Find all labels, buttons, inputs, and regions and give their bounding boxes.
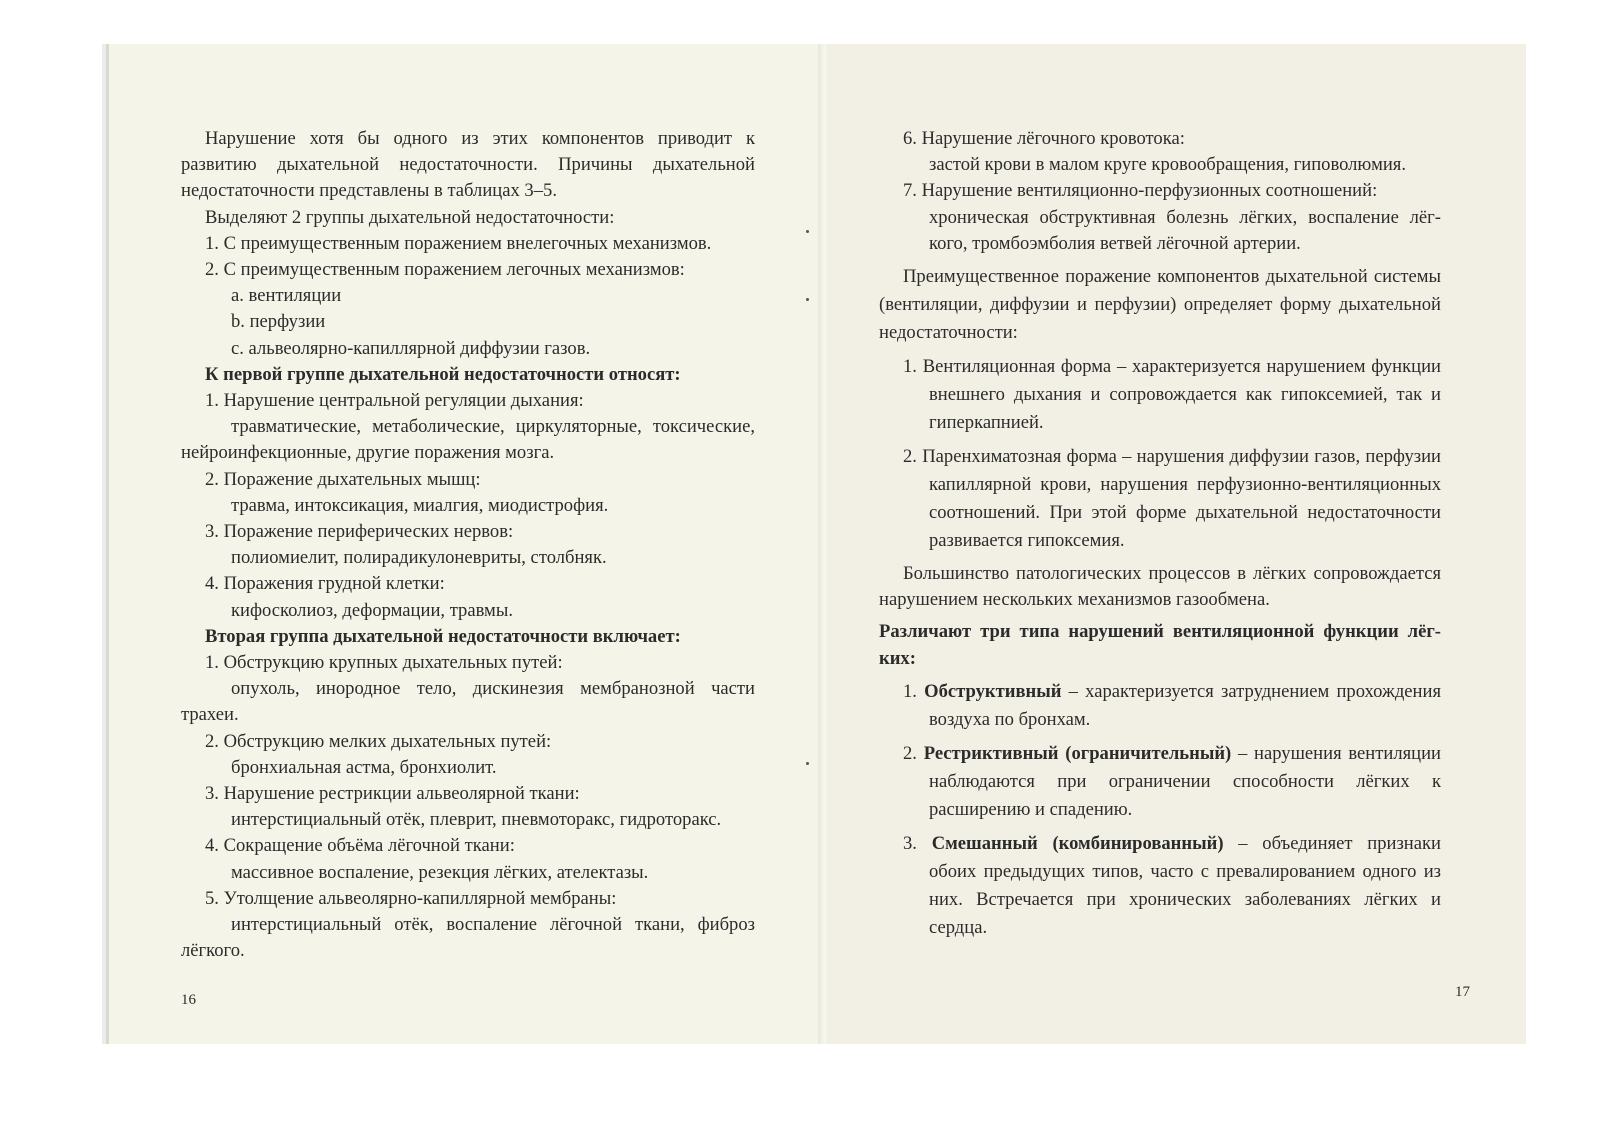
form-item [879, 443, 1441, 555]
type-name: Смешанный (комбинированный) [931, 832, 1224, 854]
section-heading: Различают три типа нарушений вентиляционной функции лёгких: [879, 621, 1441, 669]
speck [806, 230, 809, 233]
list-marker: 3. [903, 832, 917, 854]
type-item [879, 678, 1441, 734]
list-item: 7. Нарушение вентиляционно-перфузионных соотношений: [903, 180, 1378, 202]
list-item-detail: хроническая обструктивная болезнь лёгких, воспаление лёгкого, тромбоэмболия ветвей лёгочной артерии. [929, 206, 1441, 254]
page-number: 17 [1455, 984, 1470, 1000]
page-number: 16 [181, 992, 196, 1008]
list-item: 2. Обструкцию мелких дыхательных путей: [205, 730, 552, 752]
type-description: – характеризуется затруднением прохождения воздуха по бронхам. [929, 680, 1441, 730]
list-item-detail: застой крови в малом круге кровообращения, гиповолюмия. [929, 154, 1406, 176]
list-item: 3. Нарушение рестрикции альвеолярной ткани: [205, 783, 580, 805]
form-description: Паренхиматозная форма – нарушения диффузии газов, перфузии капиллярной крови, нарушения перфузионно-вентиляционных соотношений. При этой форме дыхательной недостаточности развивается гипоксемия. [922, 446, 1441, 552]
section-heading: Вторая группа дыхательной недостаточности включает: [205, 625, 681, 647]
paragraph: Нарушение хотя бы одного из этих компонентов приводит к развитию дыхательной недостаточности. Причины дыхательной недостаточности представлены в таблицах 3–5. [181, 128, 755, 202]
right-page-text [879, 126, 1441, 942]
list-item: 4. Поражения грудной клетки: [205, 573, 445, 595]
list-item-detail: интерстициальный отёк, воспаление лёгочной ткани, фиброз лёгкого. [181, 914, 755, 962]
list-marker: 2. [903, 742, 917, 764]
section-heading: К первой группе дыхательной недостаточности относят: [205, 363, 681, 385]
form-item [879, 353, 1441, 437]
list-item-detail: полиомиелит, полирадикулоневриты, столбняк. [231, 547, 607, 569]
sub-list-item: a. вентиляции [231, 285, 342, 307]
list-marker: 1. [903, 356, 917, 378]
list-item-detail: бронхиальная астма, бронхиолит. [231, 756, 497, 778]
type-name: Обструктивный [924, 680, 1062, 702]
list-item-detail: травма, интоксикация, миалгия, миодистрофия. [231, 494, 609, 516]
list-item: 2. С преимущественным поражением легочных механизмов: [205, 259, 685, 281]
list-item: 1. Обструкцию крупных дыхательных путей: [205, 652, 563, 674]
right-page [829, 44, 1526, 1044]
form-description: Вентиляционная форма – характеризуется нарушением функции внешнего дыхания и сопровождается как гипоксемией, так и гиперкапнией. [922, 356, 1441, 434]
paragraph: Большинство патологических процессов в лёгких сопровождается нарушением нескольких механизмов газообмена. [879, 563, 1441, 611]
list-item-detail: кифосколиоз, деформации, травмы. [231, 599, 513, 621]
list-item: 6. Нарушение лёгочного кровотока: [903, 128, 1185, 149]
list-marker: 1. [903, 680, 917, 702]
list-item: 5. Утолщение альвеолярно-капиллярной мембраны: [205, 887, 617, 909]
type-description: – нарушения вентиляции наблюдаются при ограничении способности лёгких к расширению и спадению. [929, 742, 1442, 820]
sub-list-item: b. перфузии [231, 311, 326, 333]
list-item-detail: интерстициальный отёк, плеврит, пневмоторакс, гидроторакс. [231, 809, 722, 831]
list-item-detail: опухоль, инородное тело, дискинезия мембранозной части трахеи. [181, 678, 755, 726]
list-marker: 2. [903, 446, 917, 468]
list-item-detail: массивное воспаление, резекция лёгких, ателектазы. [231, 861, 649, 883]
paragraph: Выделяют 2 группы дыхательной недостаточности: [205, 206, 615, 228]
speck [806, 762, 809, 765]
left-page [106, 44, 824, 1044]
type-item [879, 740, 1441, 824]
speck [806, 298, 809, 301]
list-item: 4. Сокращение объёма лёгочной ткани: [205, 835, 515, 857]
list-item: 1. С преимущественным поражением внелегочных механизмов. [205, 232, 712, 254]
left-page-text [181, 126, 755, 965]
type-item [879, 830, 1441, 942]
sub-list-item: c. альвеолярно-капиллярной диффузии газов. [231, 337, 591, 359]
paragraph: Преимущественное поражение компонентов дыхательной системы (вентиляции, диффузии и перфузии) определяет форму дыхательной недостаточности: [879, 266, 1441, 344]
list-item-detail: травматические, метаболические, циркуляторные, токсические, нейроинфекционные, другие поражения мозга. [181, 416, 755, 464]
list-item: 2. Поражение дыхательных мышц: [205, 468, 481, 490]
list-item: 3. Поражение периферических нервов: [205, 521, 514, 543]
type-name: Рестриктивный (ограничительный) [923, 742, 1232, 764]
type-description: – объединяет признаки обоих предыдущих типов, часто с превалированием одного из них. Встречается при хронических заболеваниях лёгких и сердца. [929, 832, 1441, 938]
list-item: 1. Нарушение центральной регуляции дыхания: [205, 390, 584, 412]
